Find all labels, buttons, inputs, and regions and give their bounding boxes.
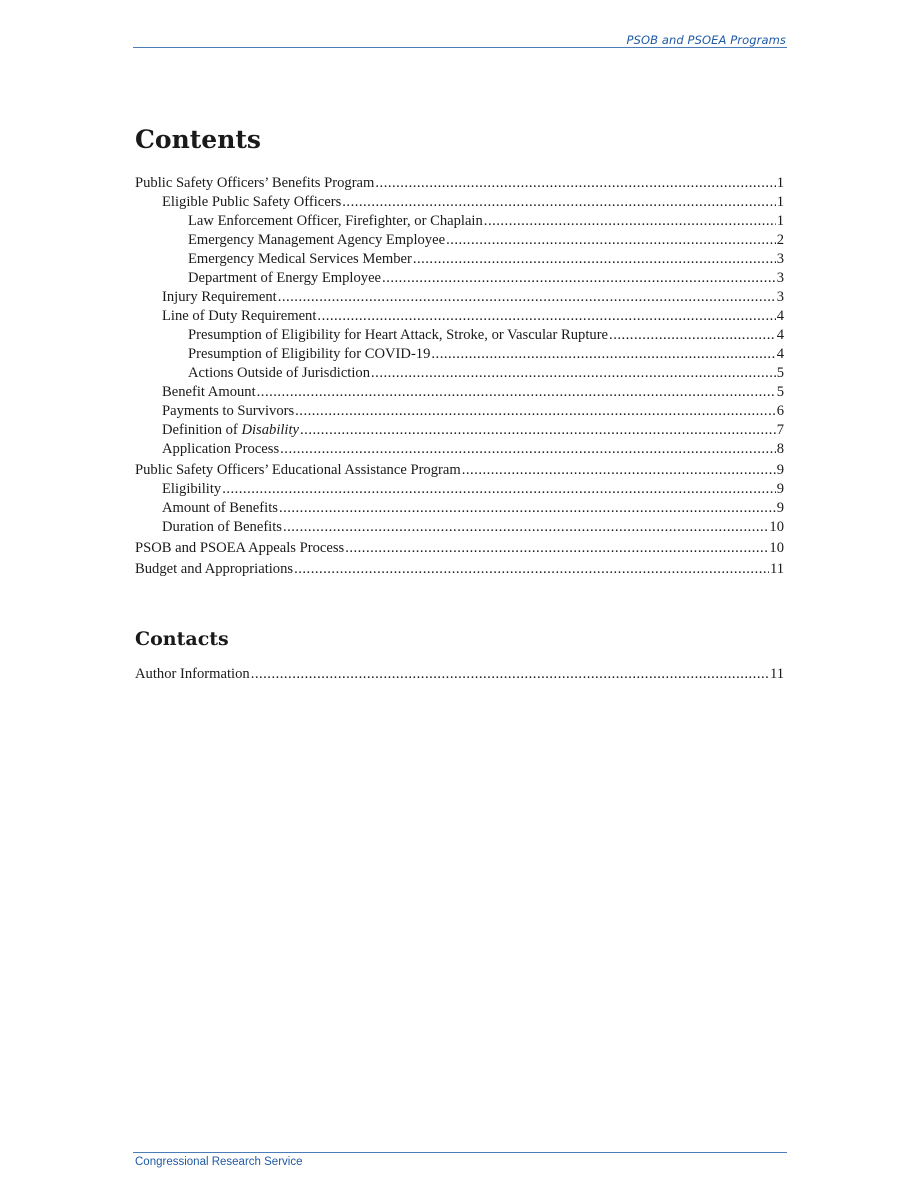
toc-page-number: 1: [776, 194, 784, 210]
toc-entry-title: [135, 665, 250, 684]
toc-entry-title: [135, 539, 344, 558]
toc-entry[interactable]: [135, 480, 784, 499]
toc-entry[interactable]: [135, 288, 784, 307]
dot-leader: [222, 480, 776, 499]
toc-page-number: 11: [769, 666, 784, 682]
toc-entry[interactable]: [135, 518, 784, 537]
toc-entry[interactable]: [135, 345, 784, 364]
toc-page-number: 6: [776, 403, 784, 419]
toc-entry-title: [188, 326, 608, 345]
toc-entry-title-text: Injury Requirement: [162, 289, 277, 305]
toc-entry-title: [162, 288, 277, 307]
toc-entry-title: [162, 383, 256, 402]
toc-entry[interactable]: [135, 269, 784, 288]
toc-entry-title: [188, 269, 381, 288]
running-footer: Congressional Research Service: [135, 1156, 303, 1168]
toc-page-number: 5: [776, 384, 784, 400]
toc-page-number: 8: [776, 441, 784, 457]
toc-page-number: 9: [776, 462, 784, 478]
toc-entry-title: [135, 174, 374, 193]
toc-entry-title: [162, 499, 278, 518]
toc-page-number: 11: [769, 561, 784, 577]
toc-entry[interactable]: [135, 364, 784, 383]
dot-leader: [279, 499, 776, 518]
toc-entry[interactable]: [135, 499, 784, 518]
dot-leader: [295, 402, 776, 421]
toc-entry-title-text: Eligible Public Safety Officers: [162, 194, 342, 210]
toc-entry-title: [188, 212, 483, 231]
dot-leader: [431, 345, 775, 364]
toc-entry-title-text: Eligibility: [162, 481, 222, 497]
toc-page-number: 5: [776, 365, 784, 381]
toc-entry-title: [162, 402, 294, 421]
toc-page-number: 3: [776, 251, 784, 267]
toc-entry-title: [162, 193, 341, 212]
toc-entry-title: [188, 231, 445, 250]
dot-leader: [283, 518, 768, 537]
dot-leader: [280, 440, 776, 459]
toc-entry-title: [135, 461, 461, 480]
toc-entry-title-text: Definition of: [162, 422, 242, 438]
toc-entry-title-text: Emergency Medical Services Member: [188, 251, 412, 267]
toc-entry-title-text: Duration of Benefits: [162, 519, 282, 535]
dot-leader: [462, 461, 776, 480]
header-rule: [133, 47, 787, 48]
toc-entry-title: [162, 421, 299, 440]
toc-entry-title-text: Payments to Survivors: [162, 403, 295, 419]
dot-leader: [251, 665, 769, 684]
toc-entry-title: [188, 345, 430, 364]
toc-entry[interactable]: [135, 421, 784, 440]
dot-leader: [609, 326, 776, 345]
dot-leader: [300, 421, 776, 440]
toc-entry[interactable]: [135, 461, 784, 480]
dot-leader: [317, 307, 775, 326]
contacts-list: [135, 665, 784, 684]
toc-page-number: 4: [776, 308, 784, 324]
dot-leader: [294, 560, 769, 579]
toc-entry-title-text: Application Process: [162, 441, 280, 457]
toc-page-number: 3: [776, 289, 784, 305]
toc-entry-title-text: Actions Outside of Jurisdiction: [188, 365, 371, 381]
toc-entry[interactable]: [135, 212, 784, 231]
toc-entry-title: [188, 250, 412, 269]
toc-page-number: 7: [776, 422, 784, 438]
dot-leader: [382, 269, 776, 288]
table-of-contents: [135, 174, 784, 579]
toc-entry-title: [162, 518, 282, 537]
dot-leader: [278, 288, 776, 307]
toc-entry-title-text: Department of Energy Employee: [188, 270, 382, 286]
toc-page-number: 1: [776, 213, 784, 229]
toc-page-number: 1: [776, 175, 784, 191]
toc-entry-title: [162, 440, 279, 459]
toc-entry-title-text: Line of Duty Requirement: [162, 308, 317, 324]
toc-entry[interactable]: [135, 560, 784, 579]
toc-entry[interactable]: [135, 402, 784, 421]
toc-entry-title-text: Law Enforcement Officer, Firefighter, or Chaplain: [188, 213, 483, 229]
toc-entry-title-italic: Disability: [241, 422, 300, 438]
toc-page-number: 10: [769, 519, 784, 535]
toc-entry-title-text: Emergency Management Agency Employee: [188, 232, 446, 248]
toc-entry-title-text: Public Safety Officers’ Educational Assistance Program: [135, 462, 461, 478]
dot-leader: [345, 539, 768, 558]
running-header: PSOB and PSOEA Programs: [626, 33, 786, 47]
toc-entry-title-text: Presumption of Eligibility for COVID-19: [188, 346, 431, 362]
toc-page-number: 2: [776, 232, 784, 248]
toc-entry[interactable]: [135, 383, 784, 402]
toc-page-number: 10: [769, 540, 784, 556]
toc-entry-title: [162, 307, 316, 326]
toc-entry-title-text: Amount of Benefits: [162, 500, 278, 516]
toc-entry[interactable]: [135, 231, 784, 250]
toc-entry[interactable]: [135, 193, 784, 212]
dot-leader: [375, 174, 775, 193]
toc-entry[interactable]: [135, 326, 784, 345]
dot-leader: [342, 193, 775, 212]
toc-entry-title: [162, 480, 221, 499]
toc-entry-title-text: Presumption of Eligibility for Heart Attack, Stroke, or Vascular Rupture: [188, 327, 609, 343]
toc-entry-title-text: Author Information: [135, 666, 250, 682]
toc-entry[interactable]: [135, 440, 784, 459]
toc-page-number: 4: [776, 327, 784, 343]
toc-entry-title: [188, 364, 370, 383]
toc-entry-title-text: PSOB and PSOEA Appeals Process: [135, 540, 345, 556]
toc-entry-title-text: Benefit Amount: [162, 384, 256, 400]
contacts-heading: Contacts: [135, 628, 229, 650]
toc-entry-title: [135, 560, 293, 579]
contents-heading: Contents: [135, 125, 262, 154]
toc-page-number: 3: [776, 270, 784, 286]
footer-rule: [133, 1152, 787, 1153]
toc-entry[interactable]: [135, 539, 784, 558]
toc-entry[interactable]: [135, 250, 784, 269]
toc-page-number: 9: [776, 481, 784, 497]
toc-page-number: 4: [776, 346, 784, 362]
toc-entry[interactable]: [135, 665, 784, 684]
dot-leader: [484, 212, 776, 231]
dot-leader: [413, 250, 776, 269]
dot-leader: [257, 383, 776, 402]
toc-entry[interactable]: [135, 174, 784, 193]
toc-page-number: 9: [776, 500, 784, 516]
dot-leader: [371, 364, 776, 383]
toc-entry-title-text: Public Safety Officers’ Benefits Program: [135, 175, 375, 191]
dot-leader: [446, 231, 776, 250]
toc-entry-title-text: Budget and Appropriations: [135, 561, 294, 577]
toc-entry[interactable]: [135, 307, 784, 326]
